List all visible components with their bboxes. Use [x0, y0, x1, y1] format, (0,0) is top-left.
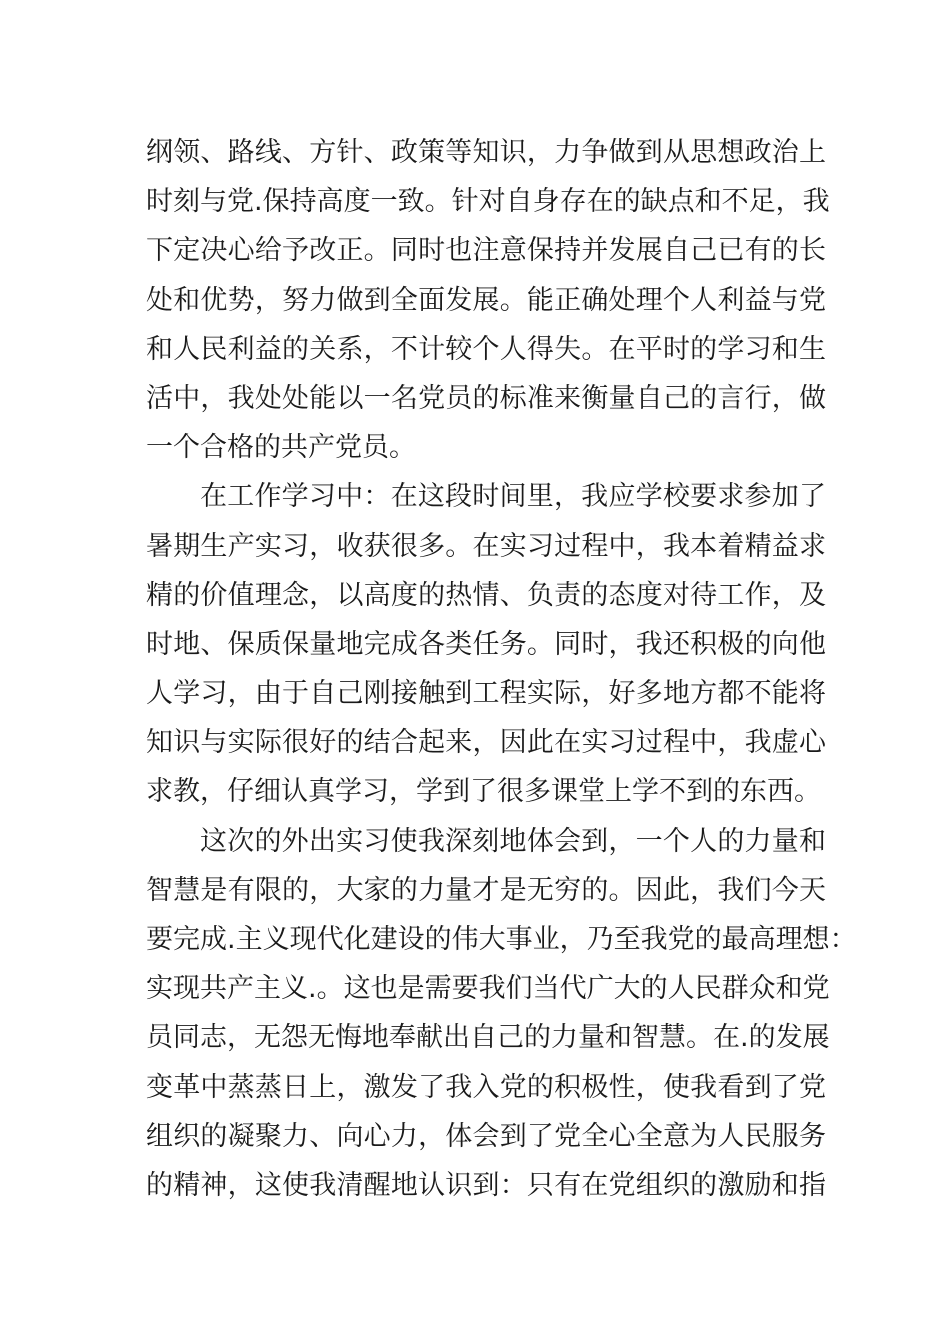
paragraph-first-line: 这次的外出实习使我深刻地体会到，一个人的力量和 — [200, 825, 826, 857]
text-line: 人学习，由于自己刚接触到工程实际，好多地方都不能将 — [146, 678, 826, 710]
text-line: 要完成.主义现代化建设的伟大事业，乃至我党的最高理想： — [146, 924, 857, 955]
text-line: 纲领、路线、方针、政策等知识，力争做到从思想政治上 — [146, 137, 826, 168]
text-line: 组织的凝聚力、向心力，体会到了党全心全意为人民服务 — [146, 1120, 826, 1152]
text-line: 员同志，无怨无悔地奉献出自己的力量和智慧。在.的发展 — [146, 1022, 830, 1054]
text-line: 时地、保质保量地完成各类任务。同时，我还积极的向他 — [146, 628, 826, 660]
paragraph-first-line: 在工作学习中：在这段时间里，我应学校要求参加了 — [200, 481, 826, 513]
text-line: 精的价值理念，以高度的热情、负责的态度对待工作，及 — [146, 579, 826, 611]
text-line: 的精神，这使我清醒地认识到：只有在党组织的激励和指 — [146, 1169, 826, 1201]
text-line: 实现共产主义.。这也是需要我们当代广大的人民群众和党 — [146, 973, 830, 1005]
text-line: 一个合格的共产党员。 — [146, 432, 416, 464]
text-line: 暑期生产实习，收获很多。在实习过程中，我本着精益求 — [146, 530, 826, 562]
text-line: 知识与实际很好的结合起来，因此在实习过程中，我虚心 — [146, 727, 826, 759]
text-line: 活中，我处处能以一名党员的标准来衡量自己的言行，做 — [146, 382, 826, 414]
text-line: 处和优势，努力做到全面发展。能正确处理个人利益与党 — [146, 284, 826, 316]
text-line: 求教，仔细认真学习，学到了很多课堂上学不到的东西。 — [146, 776, 821, 808]
text-line: 时刻与党.保持高度一致。针对自身存在的缺点和不足，我 — [146, 186, 830, 218]
text-line: 下定决心给予改正。同时也注意保持并发展自己已有的长 — [146, 235, 826, 267]
document-body — [146, 128, 857, 1210]
text-line: 和人民利益的关系，不计较个人得失。在平时的学习和生 — [146, 333, 826, 365]
text-line: 变革中蒸蒸日上，激发了我入党的积极性，使我看到了党 — [146, 1071, 826, 1103]
text-line: 智慧是有限的，大家的力量才是无穷的。因此，我们今天 — [146, 874, 826, 906]
